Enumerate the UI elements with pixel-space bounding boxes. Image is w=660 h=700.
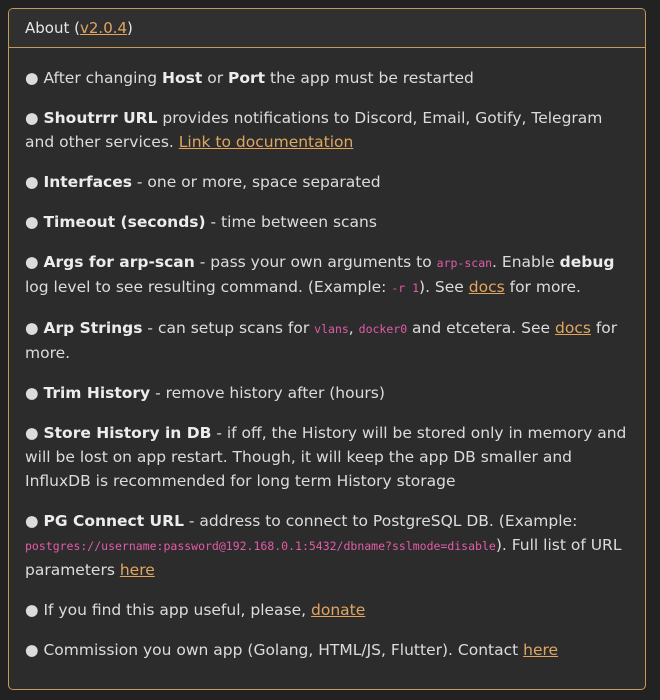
timeout-label: Timeout (seconds) (43, 213, 206, 231)
version-link[interactable]: v2.0.4 (80, 19, 128, 37)
bullet-icon: ● (25, 69, 39, 87)
arp-strings-docs-link[interactable]: docs (555, 319, 591, 337)
args-label: Args for arp-scan (43, 253, 195, 271)
about-header (9, 9, 645, 48)
info-item-arp-strings: ● Arp Strings - can setup scans for vlans, docker0 and etcetera. See docs for more. (25, 319, 618, 362)
info-item-args: ● Args for arp-scan - pass your own arguments to arp-scan. Enable debug log level to see resulting command. (Example: -r 1). See docs for more. (25, 253, 615, 296)
info-item-donate: ● If you find this app useful, please, donate (25, 601, 366, 619)
bullet-icon: ● (25, 173, 39, 191)
bullet-icon: ● (25, 641, 39, 659)
about-body (9, 48, 645, 662)
pg-connect-label: PG Connect URL (43, 512, 184, 530)
bullet-icon: ● (25, 424, 39, 442)
bullet-icon: ● (25, 109, 39, 127)
about-card (8, 8, 646, 690)
bullet-icon: ● (25, 601, 39, 619)
example-args-code: -r 1 (391, 281, 420, 295)
store-history-label: Store History in DB (43, 424, 212, 442)
info-item-commission: ● Commission you own app (Golang, HTML/JS, Flutter). Contact here (25, 641, 559, 659)
arp-strings-label: Arp Strings (43, 319, 143, 337)
info-item-timeout: ● Timeout (seconds) - time between scans (25, 213, 377, 231)
host-label: Host (162, 69, 203, 87)
about-title: About (25, 19, 70, 37)
donate-link[interactable]: donate (311, 601, 366, 619)
docker0-code: docker0 (358, 322, 408, 336)
vlans-code: vlans (314, 322, 349, 336)
contact-link[interactable]: here (523, 641, 559, 659)
bullet-icon: ● (25, 319, 39, 337)
bullet-icon: ● (25, 384, 39, 402)
bullet-icon: ● (25, 213, 39, 231)
arp-scan-code: arp-scan (436, 256, 493, 270)
info-item-shoutrrr: ● Shoutrrr URL provides notifications to Discord, Email, Gotify, Telegram and other services. Link to documentation (25, 109, 603, 151)
interfaces-label: Interfaces (43, 173, 132, 191)
shoutrrr-docs-link[interactable]: Link to documentation (178, 133, 354, 151)
bullet-icon: ● (25, 253, 39, 271)
pg-params-link[interactable]: here (119, 561, 155, 579)
args-docs-link[interactable]: docs (468, 278, 505, 296)
trim-history-label: Trim History (43, 384, 151, 402)
bullet-icon: ● (25, 512, 39, 530)
info-item-host-port: ● After changing Host or Port the app must be restarted (25, 69, 474, 87)
pg-example-code: postgres://username:password@192.168.0.1:5432/dbname?sslmode=disable (25, 539, 496, 553)
debug-label: debug (559, 253, 615, 271)
info-item-store-history: ● Store History in DB - if off, the History will be stored only in memory and will be lost on app restart. Though, it will keep the app DB smaller and InfluxDB is recommended for long term History storage (25, 424, 627, 490)
shoutrrr-label: Shoutrrr URL (43, 109, 158, 127)
paren-open: ( (74, 19, 80, 37)
paren-close: ) (127, 19, 133, 37)
info-item-trim-history: ● Trim History - remove history after (hours) (25, 384, 385, 402)
port-label: Port (228, 69, 266, 87)
info-item-pg-connect: ● PG Connect URL - address to connect to PostgreSQL DB. (Example: postgres://username:password@192.168.0.1:5432/dbname?sslmode=disable). Full list of URL parameters here (25, 512, 622, 579)
info-item-interfaces: ● Interfaces - one or more, space separated (25, 173, 381, 191)
